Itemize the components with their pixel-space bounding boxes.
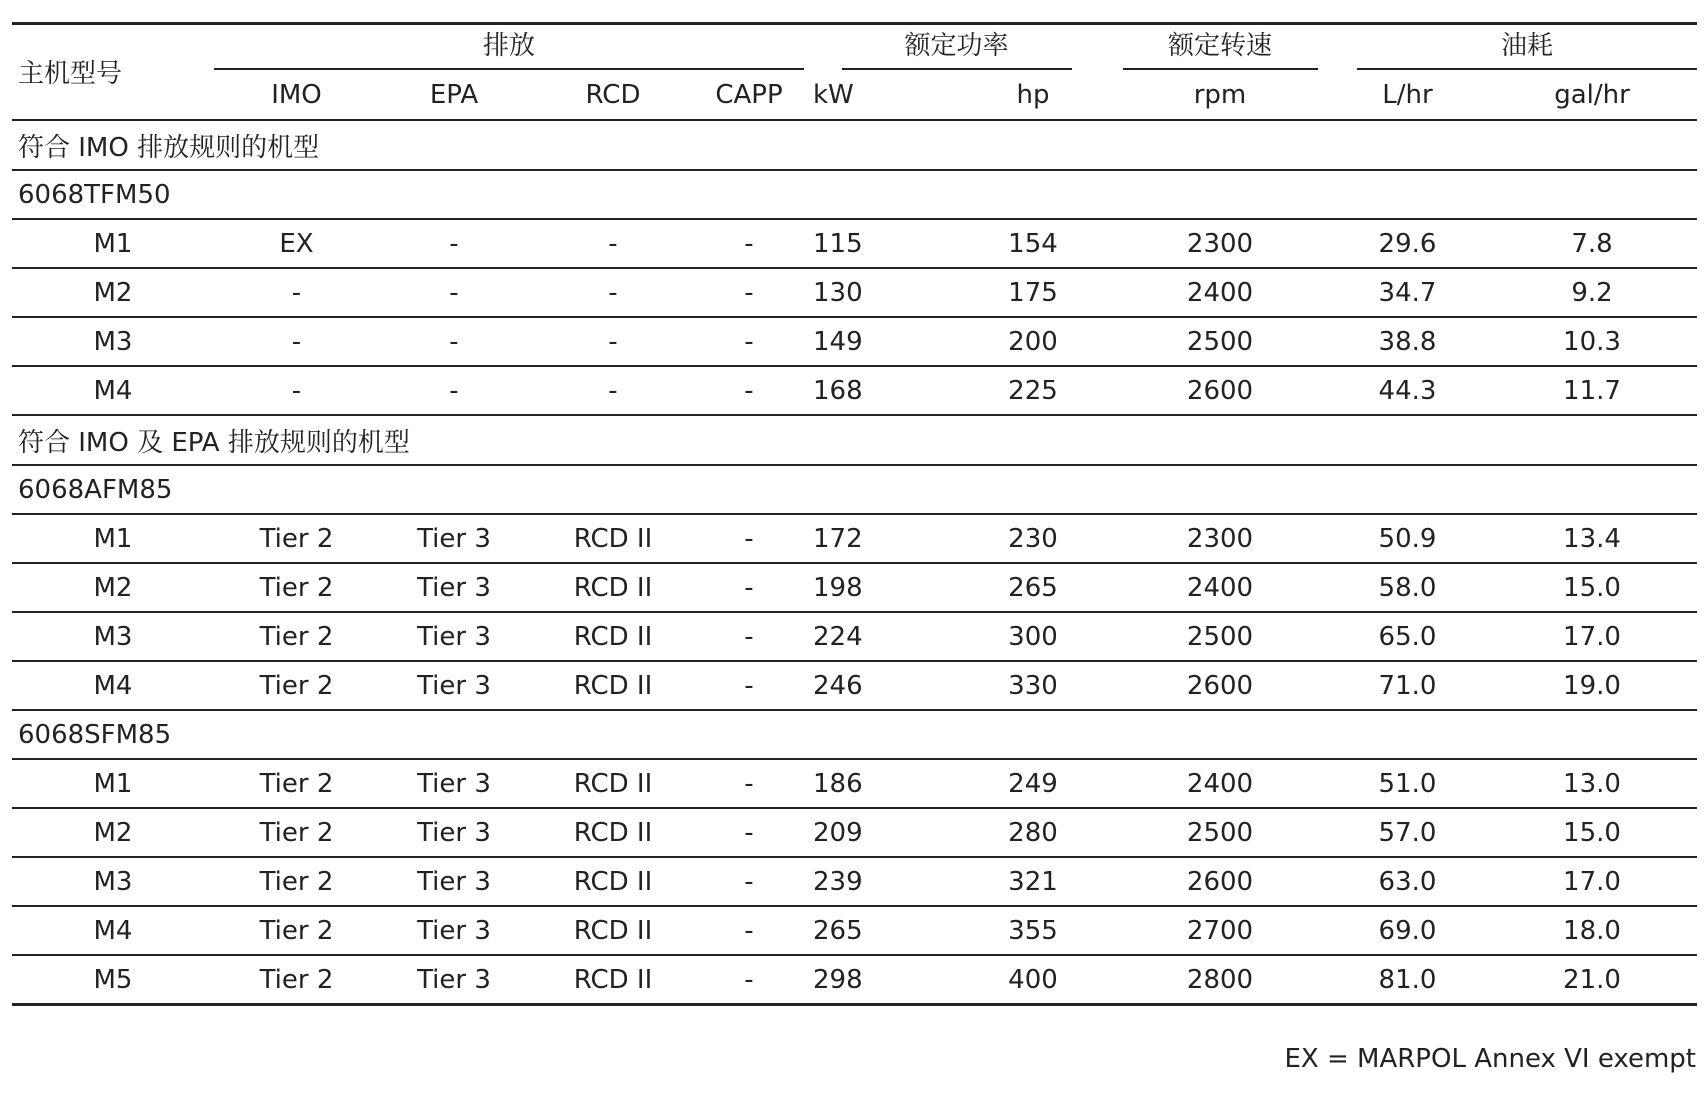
cell-kw: 115 <box>801 219 954 268</box>
cell-gal-hr: 19.0 <box>1487 661 1697 710</box>
cell-capp: - <box>697 563 801 612</box>
cell-l-hr: 29.6 <box>1328 219 1487 268</box>
cell-hp: 321 <box>954 857 1112 906</box>
cell-l-hr: 51.0 <box>1328 759 1487 808</box>
cell-capp: - <box>697 514 801 563</box>
cell-rcd: RCD II <box>529 857 697 906</box>
cell-rcd: - <box>529 268 697 317</box>
cell-capp: - <box>697 317 801 366</box>
section-row <box>12 120 1697 170</box>
table-row <box>12 514 1697 563</box>
cell-kw: 130 <box>801 268 954 317</box>
engine-model-row <box>12 710 1697 759</box>
cell-rpm: 2700 <box>1112 906 1328 955</box>
cell-capp: - <box>697 759 801 808</box>
cell-rcd: RCD II <box>529 955 697 1005</box>
header-group-power-label: 额定功率 <box>842 25 1072 70</box>
cell-l-hr: 58.0 <box>1328 563 1487 612</box>
cell-l-hr: 71.0 <box>1328 661 1487 710</box>
table-row <box>12 219 1697 268</box>
header-hp: hp <box>954 70 1112 120</box>
cell-rpm: 2400 <box>1112 563 1328 612</box>
header-rpm: rpm <box>1112 70 1328 120</box>
cell-imo: Tier 2 <box>214 612 379 661</box>
header-epa: EPA <box>379 70 529 120</box>
cell-imo: Tier 2 <box>214 661 379 710</box>
cell-model-variant: M4 <box>12 661 214 710</box>
header-group-power <box>801 24 1112 70</box>
footnote: EX = MARPOL Annex VI exempt <box>1284 1044 1696 1074</box>
cell-model-variant: M3 <box>12 857 214 906</box>
cell-rpm: 2800 <box>1112 955 1328 1005</box>
section-title: 符合 IMO 排放规则的机型 <box>12 120 1697 170</box>
cell-hp: 355 <box>954 906 1112 955</box>
cell-kw: 224 <box>801 612 954 661</box>
cell-rpm: 2400 <box>1112 268 1328 317</box>
cell-model-variant: M3 <box>12 317 214 366</box>
engine-model-name: 6068TFM50 <box>12 170 1697 219</box>
cell-l-hr: 65.0 <box>1328 612 1487 661</box>
cell-capp: - <box>697 955 801 1005</box>
cell-rpm: 2600 <box>1112 857 1328 906</box>
section-row <box>12 415 1697 465</box>
table-row <box>12 857 1697 906</box>
cell-model-variant: M5 <box>12 955 214 1005</box>
cell-epa: Tier 3 <box>379 612 529 661</box>
cell-kw: 186 <box>801 759 954 808</box>
cell-kw: 265 <box>801 906 954 955</box>
cell-epa: Tier 3 <box>379 906 529 955</box>
cell-capp: - <box>697 612 801 661</box>
cell-epa: Tier 3 <box>379 563 529 612</box>
cell-gal-hr: 13.0 <box>1487 759 1697 808</box>
header-model-label: 主机型号 <box>18 59 123 89</box>
cell-epa: - <box>379 366 529 415</box>
section-title: 符合 IMO 及 EPA 排放规则的机型 <box>12 415 1697 465</box>
cell-l-hr: 57.0 <box>1328 808 1487 857</box>
cell-imo: Tier 2 <box>214 759 379 808</box>
cell-epa: - <box>379 317 529 366</box>
cell-kw: 246 <box>801 661 954 710</box>
cell-rcd: RCD II <box>529 808 697 857</box>
cell-capp: - <box>697 219 801 268</box>
cell-rpm: 2600 <box>1112 661 1328 710</box>
header-group-emission <box>214 24 801 70</box>
cell-imo: Tier 2 <box>214 857 379 906</box>
cell-kw: 168 <box>801 366 954 415</box>
engine-model-row <box>12 465 1697 514</box>
header-rcd: RCD <box>529 70 697 120</box>
cell-gal-hr: 15.0 <box>1487 808 1697 857</box>
cell-kw: 172 <box>801 514 954 563</box>
cell-model-variant: M1 <box>12 514 214 563</box>
header-capp: CAPP <box>697 70 801 120</box>
cell-gal-hr: 11.7 <box>1487 366 1697 415</box>
header-lhr: L/hr <box>1328 70 1487 120</box>
cell-imo: - <box>214 317 379 366</box>
table-body <box>12 120 1697 1005</box>
cell-rpm: 2500 <box>1112 808 1328 857</box>
cell-l-hr: 38.8 <box>1328 317 1487 366</box>
table-row <box>12 906 1697 955</box>
header-imo: IMO <box>214 70 379 120</box>
cell-l-hr: 81.0 <box>1328 955 1487 1005</box>
table-row <box>12 955 1697 1005</box>
cell-kw: 209 <box>801 808 954 857</box>
cell-gal-hr: 15.0 <box>1487 563 1697 612</box>
cell-rcd: RCD II <box>529 759 697 808</box>
cell-epa: Tier 3 <box>379 857 529 906</box>
header-group-speed <box>1112 24 1328 70</box>
cell-gal-hr: 21.0 <box>1487 955 1697 1005</box>
cell-kw: 198 <box>801 563 954 612</box>
cell-gal-hr: 17.0 <box>1487 857 1697 906</box>
cell-l-hr: 34.7 <box>1328 268 1487 317</box>
cell-epa: Tier 3 <box>379 661 529 710</box>
engine-model-name: 6068SFM85 <box>12 710 1697 759</box>
cell-epa: Tier 3 <box>379 759 529 808</box>
cell-gal-hr: 13.4 <box>1487 514 1697 563</box>
cell-model-variant: M2 <box>12 268 214 317</box>
cell-imo: Tier 2 <box>214 514 379 563</box>
cell-hp: 249 <box>954 759 1112 808</box>
header-row-groups <box>12 24 1697 70</box>
cell-l-hr: 50.9 <box>1328 514 1487 563</box>
table-row <box>12 759 1697 808</box>
cell-capp: - <box>697 268 801 317</box>
cell-rcd: - <box>529 219 697 268</box>
cell-rpm: 2300 <box>1112 514 1328 563</box>
cell-rpm: 2500 <box>1112 612 1328 661</box>
header-galhr: gal/hr <box>1487 70 1697 120</box>
table-row <box>12 317 1697 366</box>
cell-epa: - <box>379 268 529 317</box>
cell-kw: 149 <box>801 317 954 366</box>
header-group-fuel <box>1328 24 1697 70</box>
cell-epa: Tier 3 <box>379 808 529 857</box>
cell-capp: - <box>697 366 801 415</box>
header-group-fuel-label: 油耗 <box>1357 25 1697 70</box>
cell-imo: EX <box>214 219 379 268</box>
cell-epa: Tier 3 <box>379 955 529 1005</box>
header-model <box>12 24 214 120</box>
cell-rcd: RCD II <box>529 906 697 955</box>
cell-kw: 239 <box>801 857 954 906</box>
cell-hp: 330 <box>954 661 1112 710</box>
cell-rcd: RCD II <box>529 612 697 661</box>
cell-capp: - <box>697 661 801 710</box>
cell-gal-hr: 9.2 <box>1487 268 1697 317</box>
header-group-speed-label: 额定转速 <box>1123 25 1318 70</box>
cell-rpm: 2300 <box>1112 219 1328 268</box>
cell-rcd: RCD II <box>529 563 697 612</box>
cell-imo: Tier 2 <box>214 808 379 857</box>
cell-capp: - <box>697 857 801 906</box>
cell-imo: Tier 2 <box>214 906 379 955</box>
cell-imo: - <box>214 366 379 415</box>
cell-model-variant: M1 <box>12 219 214 268</box>
cell-hp: 400 <box>954 955 1112 1005</box>
header-kw: kW <box>801 70 954 120</box>
cell-hp: 280 <box>954 808 1112 857</box>
cell-rcd: - <box>529 317 697 366</box>
cell-model-variant: M1 <box>12 759 214 808</box>
cell-gal-hr: 17.0 <box>1487 612 1697 661</box>
cell-l-hr: 63.0 <box>1328 857 1487 906</box>
engine-spec-table <box>12 24 1697 1006</box>
cell-imo: Tier 2 <box>214 955 379 1005</box>
cell-hp: 200 <box>954 317 1112 366</box>
cell-gal-hr: 18.0 <box>1487 906 1697 955</box>
cell-hp: 230 <box>954 514 1112 563</box>
cell-rcd: - <box>529 366 697 415</box>
table-row <box>12 563 1697 612</box>
cell-hp: 300 <box>954 612 1112 661</box>
cell-l-hr: 69.0 <box>1328 906 1487 955</box>
table-row <box>12 661 1697 710</box>
cell-rcd: RCD II <box>529 661 697 710</box>
cell-rpm: 2500 <box>1112 317 1328 366</box>
cell-epa: Tier 3 <box>379 514 529 563</box>
cell-model-variant: M4 <box>12 366 214 415</box>
cell-capp: - <box>697 808 801 857</box>
cell-epa: - <box>379 219 529 268</box>
cell-gal-hr: 10.3 <box>1487 317 1697 366</box>
cell-rcd: RCD II <box>529 514 697 563</box>
cell-capp: - <box>697 906 801 955</box>
cell-hp: 154 <box>954 219 1112 268</box>
cell-model-variant: M2 <box>12 808 214 857</box>
cell-l-hr: 44.3 <box>1328 366 1487 415</box>
engine-model-name: 6068AFM85 <box>12 465 1697 514</box>
cell-model-variant: M4 <box>12 906 214 955</box>
cell-imo: Tier 2 <box>214 563 379 612</box>
engine-model-row <box>12 170 1697 219</box>
cell-imo: - <box>214 268 379 317</box>
header-row-units <box>12 70 1697 120</box>
table-row <box>12 268 1697 317</box>
header-group-emission-label: 排放 <box>214 25 804 70</box>
cell-kw: 298 <box>801 955 954 1005</box>
table-row <box>12 366 1697 415</box>
cell-rpm: 2400 <box>1112 759 1328 808</box>
table-row <box>12 612 1697 661</box>
cell-model-variant: M3 <box>12 612 214 661</box>
cell-model-variant: M2 <box>12 563 214 612</box>
cell-rpm: 2600 <box>1112 366 1328 415</box>
cell-gal-hr: 7.8 <box>1487 219 1697 268</box>
cell-hp: 225 <box>954 366 1112 415</box>
cell-hp: 175 <box>954 268 1112 317</box>
table-row <box>12 808 1697 857</box>
cell-hp: 265 <box>954 563 1112 612</box>
